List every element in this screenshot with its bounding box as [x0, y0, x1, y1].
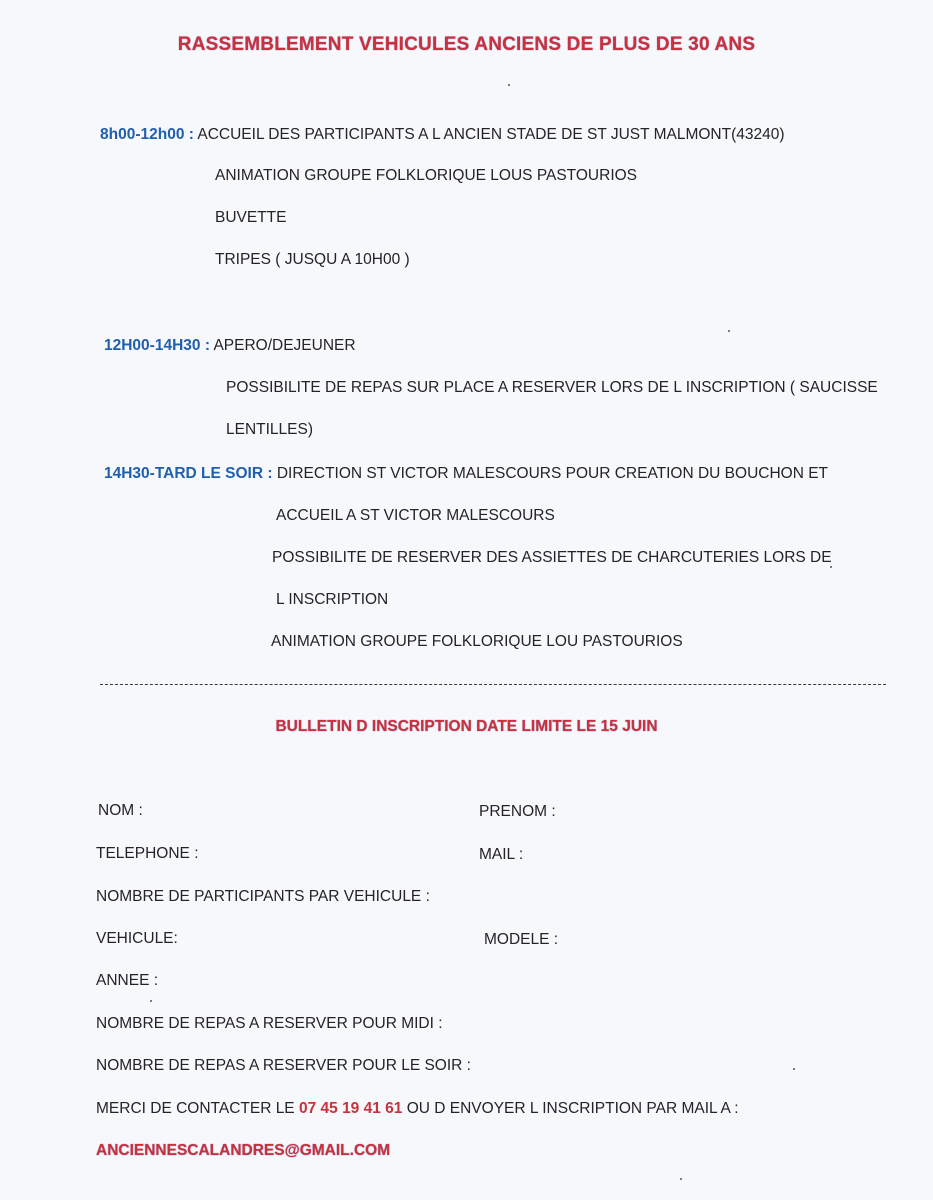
afternoon-line: L INSCRIPTION	[276, 591, 389, 608]
cut-line-divider	[100, 684, 886, 685]
repas-soir-label: NOMBRE DE REPAS A RESERVER POUR LE SOIR :	[96, 1057, 471, 1074]
time-morning: 8h00-12h00 :	[100, 126, 194, 143]
schedule-morning	[100, 126, 785, 144]
page-title: RASSEMBLEMENT VEHICULES ANCIENS DE PLUS DE 30 ANS	[177, 34, 756, 55]
contact-suffix: OU D ENVOYER L INSCRIPTION PAR MAIL A :	[406, 1100, 739, 1117]
afternoon-line: ACCUEIL A ST VICTOR MALESCOURS	[276, 507, 555, 524]
time-noon: 12H00-14H30 :	[104, 337, 210, 354]
annee-label: ANNEE :	[96, 972, 159, 989]
noon-line: LENTILLES)	[226, 421, 314, 438]
scan-speck	[728, 330, 730, 332]
scan-speck	[508, 84, 510, 86]
morning-line: TRIPES ( JUSQU A 10H00 )	[215, 251, 410, 268]
contact-email: ANCIENNESCALANDRES@GMAIL.COM	[96, 1142, 391, 1159]
repas-midi-label: NOMBRE DE REPAS A RESERVER POUR MIDI :	[96, 1015, 443, 1032]
schedule-afternoon	[104, 465, 828, 483]
telephone-label: TELEPHONE :	[96, 845, 199, 862]
scan-speck	[793, 1068, 795, 1070]
morning-line: BUVETTE	[215, 209, 287, 226]
nom-label: NOM :	[98, 802, 143, 819]
scan-speck	[830, 566, 832, 568]
schedule-noon	[104, 337, 356, 355]
participants-label: NOMBRE DE PARTICIPANTS PAR VEHICULE :	[96, 888, 430, 905]
afternoon-first-line: DIRECTION ST VICTOR MALESCOURS POUR CREATION DU BOUCHON ET	[276, 465, 829, 482]
morning-first-line: ACCUEIL DES PARTICIPANTS A L ANCIEN STADE DE ST JUST MALMONT(43240)	[197, 126, 785, 143]
modele-label: MODELE :	[484, 931, 559, 948]
noon-line: POSSIBILITE DE REPAS SUR PLACE A RESERVER LORS DE L INSCRIPTION ( SAUCISSE	[226, 379, 878, 396]
scan-speck	[150, 1000, 152, 1002]
afternoon-line: ANIMATION GROUPE FOLKLORIQUE LOU PASTOURIOS	[271, 633, 683, 650]
scan-speck	[680, 1178, 682, 1180]
noon-first-line: APERO/DEJEUNER	[213, 337, 356, 354]
registration-heading: BULLETIN D INSCRIPTION DATE LIMITE LE 15 JUIN	[275, 718, 658, 735]
time-afternoon: 14H30-TARD LE SOIR :	[104, 465, 273, 482]
contact-line	[96, 1100, 739, 1118]
mail-label: MAIL :	[479, 846, 524, 863]
contact-phone: 07 45 19 41 61	[298, 1100, 403, 1117]
vehicule-label: VEHICULE:	[96, 930, 178, 947]
morning-line: ANIMATION GROUPE FOLKLORIQUE LOUS PASTOURIOS	[215, 167, 638, 184]
prenom-label: PRENOM :	[479, 803, 556, 820]
afternoon-line: POSSIBILITE DE RESERVER DES ASSIETTES DE CHARCUTERIES LORS DE	[272, 549, 832, 566]
contact-prefix: MERCI DE CONTACTER LE	[96, 1100, 295, 1117]
